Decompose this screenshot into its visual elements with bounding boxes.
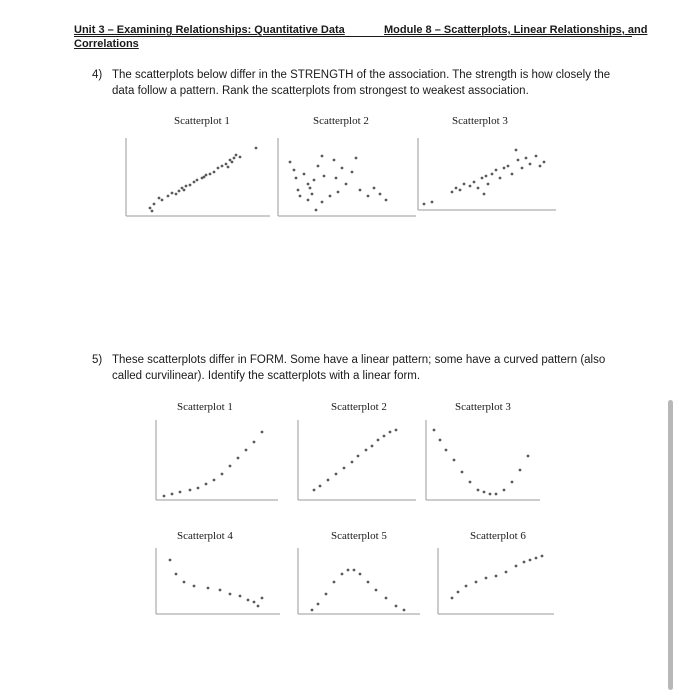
- scatter-point: [175, 573, 178, 576]
- scatter-point: [451, 597, 454, 600]
- scatter-point: [175, 193, 178, 196]
- scatter-point: [465, 585, 468, 588]
- scatter-point: [227, 166, 230, 169]
- q4-scatterplot-2-label: Scatterplot 2: [313, 115, 369, 127]
- scatter-canvas: [424, 420, 540, 502]
- scatter-point: [163, 495, 166, 498]
- header-module-title: Module 8 – Scatterplots, Linear Relationships, and: [384, 24, 648, 36]
- scatter-point: [445, 449, 448, 452]
- scatter-point: [495, 493, 498, 496]
- scatter-point: [323, 175, 326, 178]
- scatter-point: [307, 183, 310, 186]
- scatter-canvas: [296, 420, 416, 502]
- scatter-point: [295, 177, 298, 180]
- scatter-point: [197, 487, 200, 490]
- scatter-point: [293, 169, 296, 172]
- scatter-point: [481, 177, 484, 180]
- q4-scatterplot-1: [124, 138, 270, 218]
- q5-scatterplot-1-label: Scatterplot 1: [177, 401, 233, 413]
- scatter-point: [457, 591, 460, 594]
- scatter-point: [319, 485, 322, 488]
- scatter-point: [231, 161, 234, 164]
- scatter-point: [395, 429, 398, 432]
- scatter-point: [517, 159, 520, 162]
- scatter-point: [189, 489, 192, 492]
- scatter-point: [377, 439, 380, 442]
- scatter-point: [403, 609, 406, 612]
- scatter-point: [221, 165, 224, 168]
- scatter-point: [367, 581, 370, 584]
- scatter-point: [255, 147, 258, 150]
- scatter-point: [543, 161, 546, 164]
- scatter-point: [337, 191, 340, 194]
- scatter-point: [289, 161, 292, 164]
- scatter-point: [475, 581, 478, 584]
- scatter-point: [485, 175, 488, 178]
- scatter-point: [207, 587, 210, 590]
- scatter-point: [535, 155, 538, 158]
- scatter-point: [247, 599, 250, 602]
- scatter-point: [261, 431, 264, 434]
- scatter-point: [345, 183, 348, 186]
- scatter-point: [329, 195, 332, 198]
- question-4-number: 4): [92, 69, 103, 81]
- scatter-point: [519, 469, 522, 472]
- scatter-point: [178, 190, 181, 193]
- scatter-point: [375, 589, 378, 592]
- scatter-point: [217, 167, 220, 170]
- scatter-point: [529, 559, 532, 562]
- scatter-canvas: [416, 138, 556, 212]
- scatter-point: [347, 569, 350, 572]
- scatter-point: [313, 179, 316, 182]
- scatter-point: [373, 187, 376, 190]
- q5-scatterplot-6: [436, 548, 554, 616]
- scatter-point: [477, 187, 480, 190]
- scatter-point: [515, 149, 518, 152]
- scatter-point: [431, 201, 434, 204]
- scatter-point: [507, 165, 510, 168]
- question-4: [92, 67, 632, 99]
- scatter-point: [343, 467, 346, 470]
- scatter-point: [299, 195, 302, 198]
- scatter-point: [209, 173, 212, 176]
- vertical-scrollbar-thumb[interactable]: [668, 400, 673, 690]
- scatter-point: [353, 569, 356, 572]
- scatter-point: [196, 179, 199, 182]
- scatter-point: [365, 449, 368, 452]
- q4-scatterplot-3-label: Scatterplot 3: [452, 115, 508, 127]
- scatter-point: [367, 195, 370, 198]
- scatter-canvas: [124, 138, 270, 218]
- scatter-point: [469, 481, 472, 484]
- scatter-point: [359, 189, 362, 192]
- scatter-point: [221, 473, 224, 476]
- scatter-point: [185, 185, 188, 188]
- scatter-point: [169, 559, 172, 562]
- scatter-point: [351, 461, 354, 464]
- scatter-point: [461, 471, 464, 474]
- q5-scatterplot-3: [424, 420, 540, 502]
- question-5-number: 5): [92, 354, 103, 366]
- scatter-point: [521, 167, 524, 170]
- scatter-point: [205, 174, 208, 177]
- q5-scatterplot-2: [296, 420, 416, 502]
- scatter-point: [483, 193, 486, 196]
- q5-scatterplot-1: [154, 420, 278, 502]
- scatter-point: [489, 493, 492, 496]
- scatter-point: [371, 445, 374, 448]
- header-unit-title: Unit 3 – Examining Relationships: Quantitative Data: [74, 24, 345, 36]
- scatter-point: [183, 581, 186, 584]
- scatter-point: [161, 199, 164, 202]
- scatter-point: [193, 585, 196, 588]
- scatter-point: [313, 489, 316, 492]
- scatter-point: [303, 173, 306, 176]
- scatter-point: [535, 557, 538, 560]
- scatter-point: [385, 199, 388, 202]
- scatter-point: [307, 199, 310, 202]
- scatter-point: [229, 159, 232, 162]
- scatter-point: [451, 191, 454, 194]
- scatter-point: [229, 465, 232, 468]
- scatter-point: [253, 441, 256, 444]
- scatter-point: [511, 173, 514, 176]
- scatter-point: [495, 169, 498, 172]
- scatter-point: [355, 157, 358, 160]
- scatter-point: [383, 435, 386, 438]
- scatter-point: [529, 163, 532, 166]
- scatter-point: [525, 157, 528, 160]
- q4-scatterplot-3: [416, 138, 556, 212]
- scatter-point: [385, 597, 388, 600]
- scatter-point: [317, 165, 320, 168]
- scatter-point: [261, 597, 264, 600]
- scatter-point: [311, 609, 314, 612]
- scatter-point: [183, 189, 186, 192]
- scatter-point: [335, 473, 338, 476]
- scatter-point: [433, 429, 436, 432]
- scatter-point: [325, 593, 328, 596]
- scatter-point: [203, 176, 206, 179]
- scatter-point: [455, 187, 458, 190]
- question-5-text: These scatterplots differ in FORM. Some have a linear pattern; some have a curved pattern (also called curvilinear). Identify the scatterplots with a linear form.: [112, 354, 606, 382]
- scatter-point: [321, 155, 324, 158]
- scatter-point: [495, 575, 498, 578]
- scatter-point: [505, 571, 508, 574]
- scatter-point: [151, 210, 154, 213]
- scatter-point: [239, 156, 242, 159]
- scatter-point: [359, 573, 362, 576]
- scatter-canvas: [154, 420, 278, 502]
- scatter-point: [315, 209, 318, 212]
- scatter-point: [477, 489, 480, 492]
- scatter-point: [335, 177, 338, 180]
- scatter-point: [333, 159, 336, 162]
- scatter-point: [379, 193, 382, 196]
- scatter-point: [235, 154, 238, 157]
- scatter-point: [539, 165, 542, 168]
- scatter-point: [257, 605, 260, 608]
- scatter-point: [515, 565, 518, 568]
- scatter-point: [225, 163, 228, 166]
- header-unit-title-continued: Correlations: [74, 38, 139, 50]
- q5-scatterplot-4-label: Scatterplot 4: [177, 530, 233, 542]
- scatter-point: [459, 189, 462, 192]
- scatter-point: [237, 457, 240, 460]
- scatter-point: [193, 181, 196, 184]
- scatter-point: [167, 195, 170, 198]
- scatter-point: [357, 455, 360, 458]
- scatter-point: [395, 605, 398, 608]
- scatter-point: [153, 203, 156, 206]
- scatter-point: [233, 157, 236, 160]
- q5-scatterplot-5: [296, 548, 420, 616]
- scatter-point: [179, 491, 182, 494]
- scatter-point: [485, 577, 488, 580]
- scatter-point: [527, 455, 530, 458]
- header-rule: [74, 36, 632, 37]
- q5-scatterplot-4: [154, 548, 280, 616]
- scatter-point: [389, 431, 392, 434]
- scatter-canvas: [436, 548, 554, 616]
- scatter-point: [321, 201, 324, 204]
- scatter-point: [333, 581, 336, 584]
- scatter-point: [541, 555, 544, 558]
- scatter-point: [483, 491, 486, 494]
- scatter-point: [229, 593, 232, 596]
- q4-scatterplot-2: [276, 138, 416, 218]
- scatter-point: [503, 167, 506, 170]
- scatter-point: [239, 595, 242, 598]
- scatter-point: [171, 192, 174, 195]
- scatter-point: [503, 489, 506, 492]
- scatter-point: [181, 187, 184, 190]
- scatter-point: [317, 603, 320, 606]
- scatter-point: [473, 181, 476, 184]
- question-5: [92, 352, 632, 384]
- scatter-point: [311, 193, 314, 196]
- scatter-point: [253, 601, 256, 604]
- q5-scatterplot-5-label: Scatterplot 5: [331, 530, 387, 542]
- scatter-canvas: [276, 138, 416, 218]
- scatter-point: [523, 561, 526, 564]
- scatter-point: [499, 177, 502, 180]
- scatter-point: [213, 479, 216, 482]
- scatter-point: [469, 185, 472, 188]
- scatter-point: [189, 184, 192, 187]
- q5-scatterplot-6-label: Scatterplot 6: [470, 530, 526, 542]
- scatter-point: [297, 189, 300, 192]
- scatter-point: [439, 439, 442, 442]
- scatter-point: [205, 483, 208, 486]
- q5-scatterplot-2-label: Scatterplot 2: [331, 401, 387, 413]
- question-4-text: The scatterplots below differ in the STRENGTH of the association. The strength is how closely the data follow a pattern. Rank the scatterplots from strongest to weakest association.: [112, 69, 611, 97]
- scatter-point: [491, 173, 494, 176]
- scatter-point: [511, 481, 514, 484]
- scatter-point: [219, 589, 222, 592]
- scatter-point: [149, 207, 152, 210]
- scatter-canvas: [296, 548, 420, 616]
- scatter-point: [453, 459, 456, 462]
- scatter-point: [309, 187, 312, 190]
- scatter-point: [158, 197, 161, 200]
- scatter-point: [327, 479, 330, 482]
- scatter-point: [213, 171, 216, 174]
- scatter-point: [341, 167, 344, 170]
- scatter-point: [341, 573, 344, 576]
- scatter-point: [423, 203, 426, 206]
- scatter-point: [245, 449, 248, 452]
- scatter-point: [351, 171, 354, 174]
- scatter-point: [487, 183, 490, 186]
- scatter-point: [171, 493, 174, 496]
- q4-scatterplot-1-label: Scatterplot 1: [174, 115, 230, 127]
- scatter-canvas: [154, 548, 280, 616]
- scatter-point: [463, 183, 466, 186]
- q5-scatterplot-3-label: Scatterplot 3: [455, 401, 511, 413]
